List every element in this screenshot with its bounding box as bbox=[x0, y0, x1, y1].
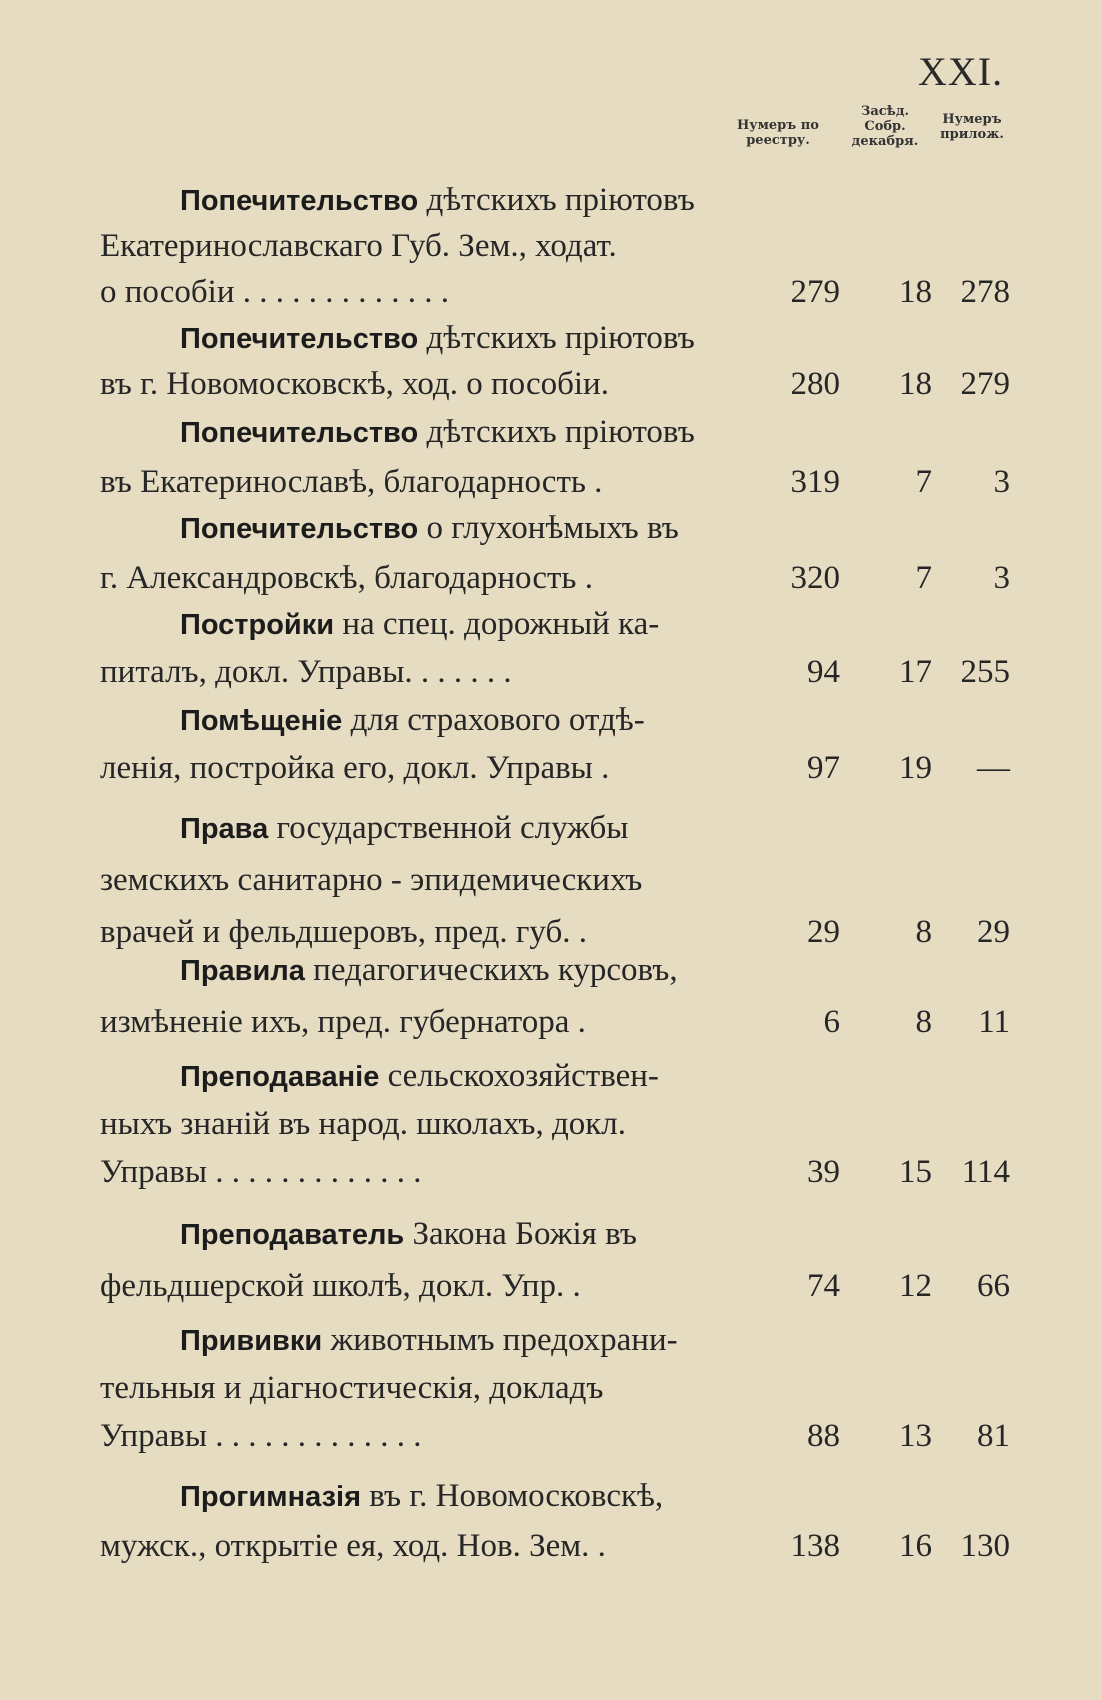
entry-text: ленія, постройка его, докл. Управы . bbox=[100, 750, 610, 786]
entry-text-line bbox=[100, 1526, 700, 1566]
appendix-number: 114 bbox=[961, 1154, 1010, 1190]
entry-text: дѣтскихъ пріютовъ bbox=[426, 414, 695, 450]
entry-keyword: Попечительство bbox=[180, 513, 419, 545]
entry-text: въ г. Новомосковскѣ, ход. о пособіи. bbox=[100, 366, 609, 402]
session-number: 18 bbox=[899, 366, 932, 402]
registry-number: 74 bbox=[807, 1268, 840, 1304]
entry-heading-line bbox=[100, 1214, 700, 1255]
page-number: XXI. bbox=[918, 49, 1004, 94]
entry-text: животнымъ предохрани- bbox=[330, 1322, 678, 1358]
appendix-number: 29 bbox=[977, 914, 1010, 950]
registry-number: 279 bbox=[790, 274, 840, 310]
appendix-number: 278 bbox=[960, 274, 1010, 310]
entry-heading-line bbox=[100, 508, 700, 549]
registry-number: 280 bbox=[790, 366, 840, 402]
entry-text: г. Александровскѣ, благодарность . bbox=[100, 560, 593, 596]
entry-text: сельскохозяйствен- bbox=[387, 1058, 659, 1094]
registry-number: 97 bbox=[807, 750, 840, 786]
entry-heading-line bbox=[100, 604, 700, 645]
entry-heading-line bbox=[100, 412, 700, 453]
entry-text: врачей и фельдшеровъ, пред. губ. . bbox=[100, 914, 587, 950]
entry-text-line bbox=[100, 558, 700, 598]
session-number: 12 bbox=[899, 1268, 932, 1304]
appendix-number: 130 bbox=[960, 1528, 1010, 1564]
entry-text: Управы . . . . . . . . . . . . . bbox=[100, 1154, 422, 1190]
appendix-number: — bbox=[977, 750, 1010, 786]
entry-text-line bbox=[100, 748, 700, 788]
entry-text: дѣтскихъ пріютовъ bbox=[426, 320, 695, 356]
session-number: 8 bbox=[915, 914, 932, 950]
entry-text-line bbox=[100, 1002, 700, 1042]
registry-number: 6 bbox=[823, 1004, 840, 1040]
entry-keyword: Правила bbox=[180, 955, 305, 987]
entry-text: о глухонѣмыхъ въ bbox=[426, 510, 679, 546]
registry-number: 88 bbox=[807, 1418, 840, 1454]
entry-heading-line bbox=[100, 1476, 700, 1517]
column-header-registry: Нумеръ по реестру. bbox=[737, 118, 819, 148]
column-header-appendix: Нумеръ прилож. bbox=[940, 112, 1004, 142]
entry-text-line bbox=[100, 462, 700, 502]
entry-text: о пособіи . . . . . . . . . . . . . bbox=[100, 274, 449, 310]
entry-text-line bbox=[100, 1368, 700, 1408]
session-number: 7 bbox=[915, 560, 932, 596]
entry-text: тельныя и діагностическія, докладъ bbox=[100, 1370, 604, 1406]
appendix-number: 279 bbox=[960, 366, 1010, 402]
entry-heading-line bbox=[100, 808, 700, 849]
entry-text-line bbox=[100, 652, 700, 692]
entry-keyword: Попечительство bbox=[180, 185, 419, 217]
entry-text-line bbox=[100, 1266, 700, 1306]
entry-text: Управы . . . . . . . . . . . . . bbox=[100, 1418, 422, 1454]
entry-text: въ Екатеринославѣ, благодарность . bbox=[100, 464, 603, 500]
session-number: 19 bbox=[899, 750, 932, 786]
entry-heading-line bbox=[100, 1056, 700, 1097]
appendix-number: 81 bbox=[977, 1418, 1010, 1454]
entry-heading-line bbox=[100, 180, 700, 221]
entry-text: дѣтскихъ пріютовъ bbox=[426, 182, 695, 218]
registry-number: 29 bbox=[807, 914, 840, 950]
session-number: 13 bbox=[899, 1418, 932, 1454]
appendix-number: 11 bbox=[978, 1004, 1010, 1040]
registry-number: 320 bbox=[790, 560, 840, 596]
entry-heading-line bbox=[100, 318, 700, 359]
registry-number: 319 bbox=[790, 464, 840, 500]
entry-keyword: Прививки bbox=[180, 1325, 323, 1357]
entry-text: ныхъ знаній въ народ. школахъ, докл. bbox=[100, 1106, 626, 1142]
entry-heading-line bbox=[100, 1320, 700, 1361]
appendix-number: 66 bbox=[977, 1268, 1010, 1304]
entry-text: государственной службы bbox=[276, 810, 629, 846]
entry-keyword: Попечительство bbox=[180, 323, 419, 355]
entry-heading-line bbox=[100, 700, 700, 741]
entry-text: Закона Божія въ bbox=[412, 1216, 637, 1252]
column-header-session: Засѣд. Собр. декабря. bbox=[851, 104, 919, 149]
entry-text-line bbox=[100, 1152, 700, 1192]
entry-text-line bbox=[100, 1104, 700, 1144]
entry-text-line bbox=[100, 860, 700, 900]
session-number: 16 bbox=[899, 1528, 932, 1564]
session-number: 7 bbox=[915, 464, 932, 500]
entry-text: Екатеринославскаго Губ. Зем., ходат. bbox=[100, 228, 617, 264]
entry-text: измѣненіе ихъ, пред. губернатора . bbox=[100, 1004, 586, 1040]
session-number: 18 bbox=[899, 274, 932, 310]
entry-text: на спец. дорожный ка- bbox=[342, 606, 660, 642]
entry-text: для страхового отдѣ- bbox=[350, 702, 645, 738]
registry-number: 94 bbox=[807, 654, 840, 690]
appendix-number: 3 bbox=[993, 464, 1010, 500]
appendix-number: 255 bbox=[960, 654, 1010, 690]
entry-text: педагогическихъ курсовъ, bbox=[313, 952, 678, 988]
session-number: 17 bbox=[899, 654, 932, 690]
entry-heading-line bbox=[100, 950, 700, 991]
entry-keyword: Прогимназія bbox=[180, 1481, 362, 1513]
appendix-number: 3 bbox=[993, 560, 1010, 596]
entry-keyword: Права bbox=[180, 813, 269, 845]
entry-text-line bbox=[100, 912, 700, 952]
entry-keyword: Попечительство bbox=[180, 417, 419, 449]
entry-text-line bbox=[100, 272, 700, 312]
entry-keyword: Преподаватель bbox=[180, 1219, 405, 1251]
entry-text: земскихъ санитарно - эпидемическихъ bbox=[100, 862, 643, 898]
entry-text: питалъ, докл. Управы. . . . . . . bbox=[100, 654, 512, 690]
session-number: 8 bbox=[915, 1004, 932, 1040]
session-number: 15 bbox=[899, 1154, 932, 1190]
entry-keyword: Помѣщеніе bbox=[180, 705, 343, 737]
entry-text: фельдшерской школѣ, докл. Упр. . bbox=[100, 1268, 581, 1304]
entry-text: въ г. Новомосковскѣ, bbox=[369, 1478, 664, 1514]
entry-text-line bbox=[100, 1416, 700, 1456]
registry-number: 39 bbox=[807, 1154, 840, 1190]
entry-keyword: Преподаваніе bbox=[180, 1061, 380, 1093]
entry-text: мужск., открытіе ея, ход. Нов. Зем. . bbox=[100, 1528, 606, 1564]
registry-number: 138 bbox=[790, 1528, 840, 1564]
entry-keyword: Постройки bbox=[180, 609, 335, 641]
entry-text-line bbox=[100, 226, 700, 266]
entry-text-line bbox=[100, 364, 700, 404]
